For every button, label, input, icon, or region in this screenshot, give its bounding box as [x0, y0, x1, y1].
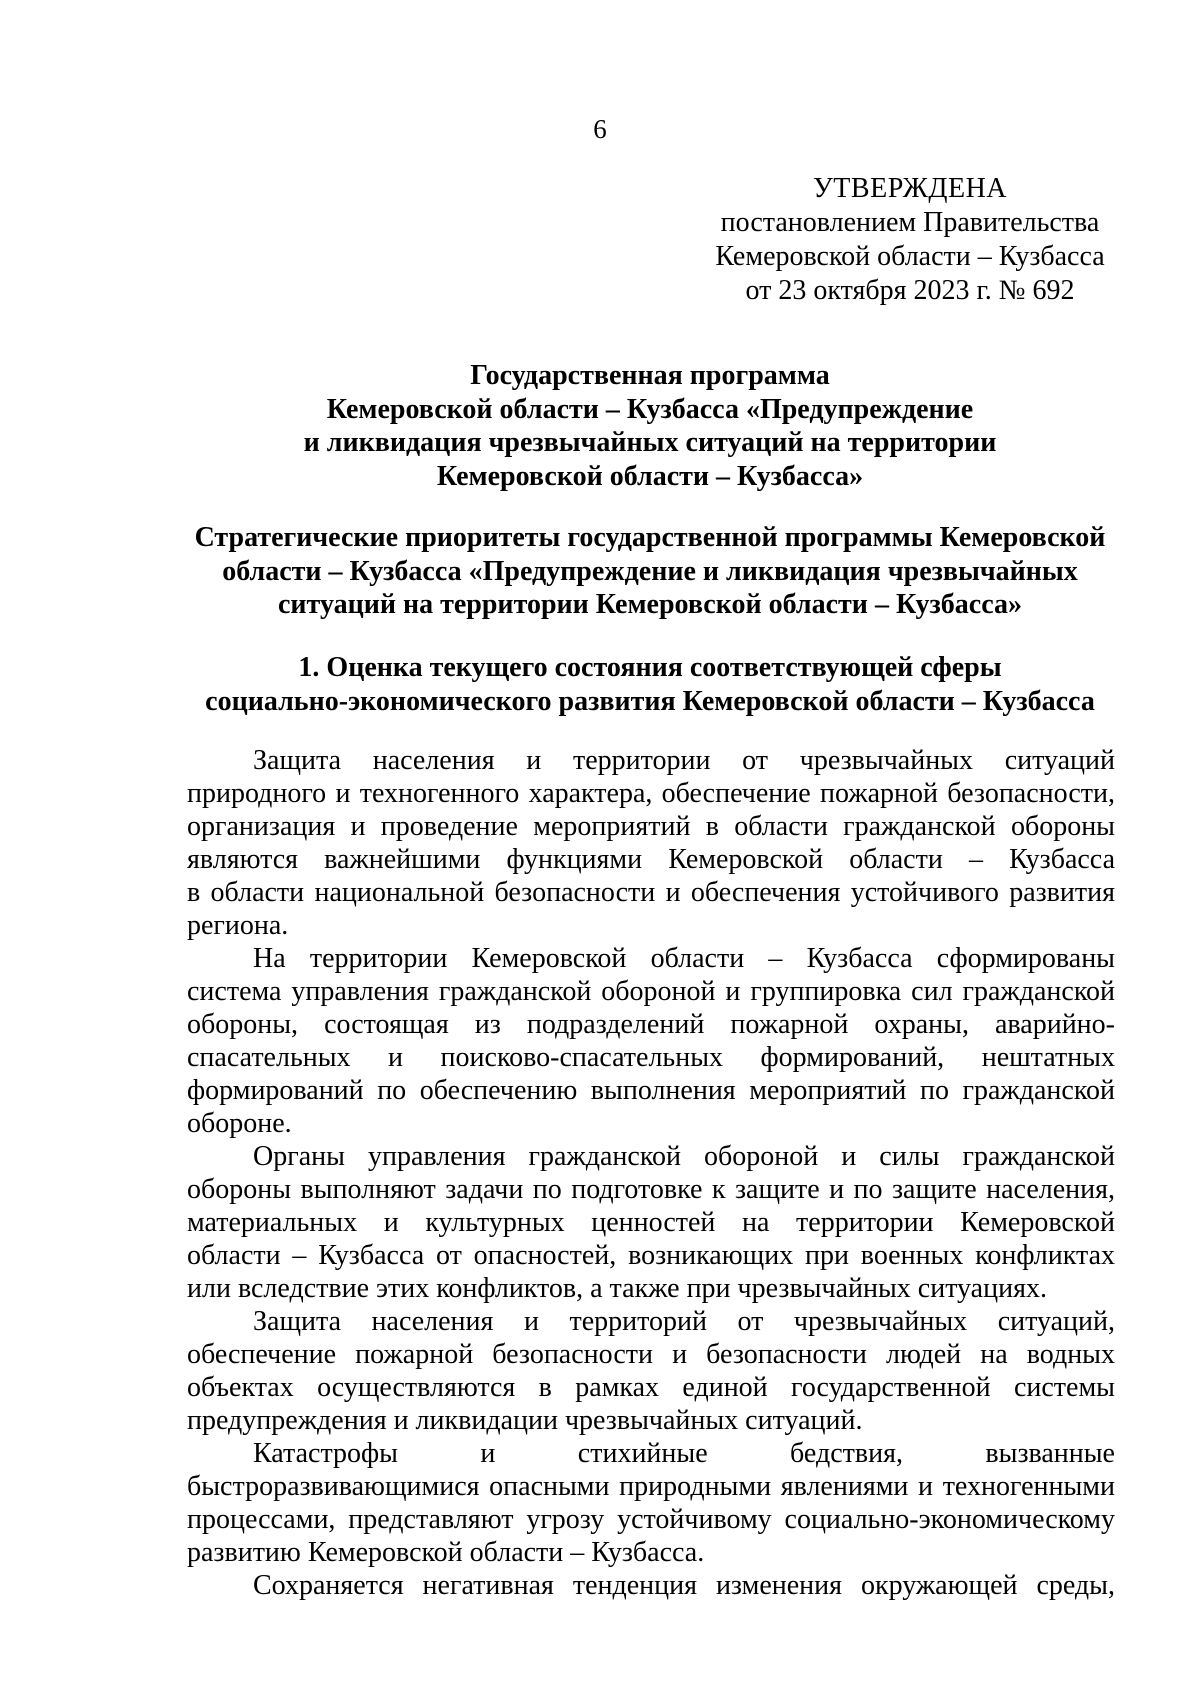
paragraph-line: или вследствие этих конфликтов, а также при чрезвычайных ситуациях. — [187, 1273, 1047, 1304]
paragraph-line: являются важнейшими функциями Кемеровской области – Кузбасса — [187, 844, 1115, 875]
paragraph-line: организация и проведение мероприятий в области гражданской обороны — [187, 811, 1115, 842]
paragraph — [187, 744, 1115, 942]
paragraph-line: развитию Кемеровской области – Кузбасса. — [187, 1537, 705, 1568]
paragraph-line: предупреждения и ликвидации чрезвычайных ситуаций. — [187, 1405, 863, 1436]
priorities-title-line: области – Кузбасса «Предупреждение и ликвидация чрезвычайных — [222, 555, 1078, 587]
priorities-title-line: ситуаций на территории Кемеровской области – Кузбасса» — [278, 589, 1022, 620]
approval-title: УТВЕРЖДЕНА — [812, 173, 1008, 204]
program-title-line: Кемеровской области – Кузбасса» — [436, 460, 864, 492]
paragraph-line: процессами, представляют угрозу устойчивому социально-экономическому — [187, 1504, 1115, 1535]
paragraph-line: обороне. — [187, 1108, 292, 1139]
section-title-line: социально-экономического развития Кемеровской области – Кузбасса — [205, 685, 1095, 717]
paragraph-line: объектах осуществляются в рамках единой государственной системы — [187, 1372, 1115, 1403]
paragraph — [187, 1437, 1115, 1569]
paragraph-line: обороны выполняют задачи по подготовке к защите и по защите населения, — [187, 1174, 1115, 1205]
paragraph-line: быстроразвивающимися опасными природными явлениями и техногенными — [187, 1471, 1115, 1502]
approval-line: от 23 октября 2023 г. № 692 — [745, 275, 1075, 306]
paragraph — [187, 1305, 1115, 1437]
section-title — [180, 651, 1120, 718]
section-title-line: 1. Оценка текущего состояния соответствующей сферы — [298, 652, 1002, 683]
page-number: 6 — [593, 114, 607, 144]
paragraph-line: Органы управления гражданской обороной и силы гражданской — [253, 1141, 1115, 1172]
approval-line: Кемеровской области – Кузбасса — [715, 241, 1105, 272]
paragraph-line: На территории Кемеровской области – Кузбасса сформированы — [253, 943, 1115, 974]
paragraph-line: обеспечение пожарной безопасности и безопасности людей на водных — [187, 1339, 1115, 1370]
paragraph — [187, 1569, 1115, 1602]
paragraph-line: обороны, состоящая из подразделений пожарной охраны, аварийно- — [187, 1009, 1115, 1040]
paragraph-line: спасательных и поисково-спасательных формирований, нештатных — [187, 1042, 1115, 1073]
paragraph-line: система управления гражданской обороной и группировка сил гражданской — [187, 976, 1115, 1007]
paragraph — [187, 1140, 1115, 1305]
paragraph-line: Сохраняется негативная тенденция изменения окружающей среды, — [253, 1570, 1115, 1601]
paragraph — [187, 942, 1115, 1140]
approval-stamp — [700, 172, 1120, 308]
paragraph-line: региона. — [187, 910, 289, 941]
paragraph-line: Защита населения и территорий от чрезвычайных ситуаций, — [253, 1306, 1115, 1337]
program-title-line: Кемеровской области – Кузбасса «Предупреждение — [326, 393, 974, 425]
paragraph-line: материальных и культурных ценностей на территории Кемеровской — [187, 1207, 1115, 1238]
approval-line: постановлением Правительства — [720, 207, 1100, 238]
priorities-title-line: Стратегические приоритеты государственной программы Кемеровской — [194, 522, 1106, 553]
paragraph-line: Защита населения и территории от чрезвычайных ситуаций — [253, 745, 1115, 776]
paragraph-line: природного и техногенного характера, обеспечение пожарной безопасности, — [187, 778, 1115, 809]
body-text — [187, 744, 1115, 1602]
priorities-title — [180, 521, 1120, 622]
program-title-line: Государственная программа — [470, 360, 830, 391]
program-title-line: и ликвидация чрезвычайных ситуаций на территории — [303, 427, 997, 458]
paragraph-line: Катастрофы и стихийные бедствия, вызванные — [253, 1438, 1115, 1469]
paragraph-line: формирований по обеспечению выполнения мероприятий по гражданской — [187, 1075, 1115, 1106]
program-title — [180, 359, 1120, 493]
paragraph-line: в области национальной безопасности и обеспечения устойчивого развития — [187, 877, 1115, 908]
paragraph-line: области – Кузбасса от опасностей, возникающих при военных конфликтах — [187, 1240, 1115, 1271]
